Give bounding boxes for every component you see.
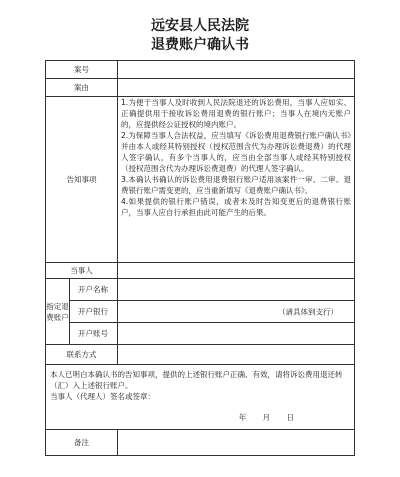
contact-field[interactable] (118, 345, 355, 365)
notice-item-2: 2.为保障当事人合法权益，应当填写《诉讼费用退费银行账户确认书》并由本人或经其特别授权（授权范围含代为办理诉讼费退费）的代理人签字确认，有多个当事人的，应当由全部当事人或经其特别授权（授权范围含代为办理诉讼费退费）的代理人签字确认。 (121, 131, 351, 173)
party-field[interactable] (118, 263, 355, 279)
notice-content (118, 97, 355, 263)
case-reason-label: 案由 (46, 79, 118, 97)
account-name-label: 开户名称 (70, 279, 118, 301)
contact-row (46, 345, 355, 365)
account-number-row (46, 323, 355, 345)
contact-label: 联系方式 (46, 345, 118, 365)
refund-account-form (45, 60, 355, 456)
form-title: 退费账户确认书 (151, 37, 249, 53)
case-number-row (46, 61, 355, 79)
case-number-field[interactable] (118, 61, 355, 79)
account-name-field[interactable] (118, 279, 355, 301)
remarks-label: 备注 (46, 430, 118, 456)
signature-date: 年 月 日 (238, 413, 294, 422)
designated-account-label: 指定退费账户 (46, 279, 70, 345)
acknowledgment-text: 本人已明白本确认书的告知事项，提供的上述银行账户正确、有效，请将诉讼费用退还转（汇）入上述银行账户。 (50, 370, 343, 390)
party-label: 当事人 (46, 263, 118, 279)
bank-field[interactable] (118, 301, 355, 323)
court-name-title: 远安县人民法院 (151, 18, 249, 34)
account-number-label: 开户账号 (70, 323, 118, 345)
notice-row (46, 97, 355, 263)
party-row (46, 263, 355, 279)
remarks-row (46, 430, 355, 456)
account-number-field[interactable] (118, 323, 355, 345)
account-name-row (46, 279, 355, 301)
signature-label: 当事人（代理人）签名或签章： (50, 392, 155, 401)
bank-label: 开户银行 (70, 301, 118, 323)
notice-item-1: 1.为便于当事人及时收到人民法院退还的诉讼费用，当事人应如实、正确提供用于接收诉讼费用退费的银行账户；当事人在境内无账户的，应提供经公证授权的境内账户。 (121, 98, 351, 129)
acknowledgment-block (46, 365, 355, 430)
case-reason-field[interactable] (118, 79, 355, 97)
case-number-label: 案号 (46, 61, 118, 79)
bank-row (46, 301, 355, 323)
acknowledgment-row (46, 365, 355, 430)
notice-label: 告知事项 (46, 97, 118, 263)
case-reason-row (46, 79, 355, 97)
bank-note: （请具体到支行） (278, 307, 338, 316)
remarks-field[interactable] (118, 430, 355, 456)
notice-item-3: 3.本确认书确认的诉讼费用退费银行账户适用该案件一审、二审。退费银行账户需变更的，应当重新填写《退费账户确认书》。 (121, 175, 351, 195)
notice-item-4: 4.如果提供的银行账户错误，或者未及时告知变更后的退费银行账户，当事人应自行承担由此可能产生的后果。 (121, 197, 351, 217)
